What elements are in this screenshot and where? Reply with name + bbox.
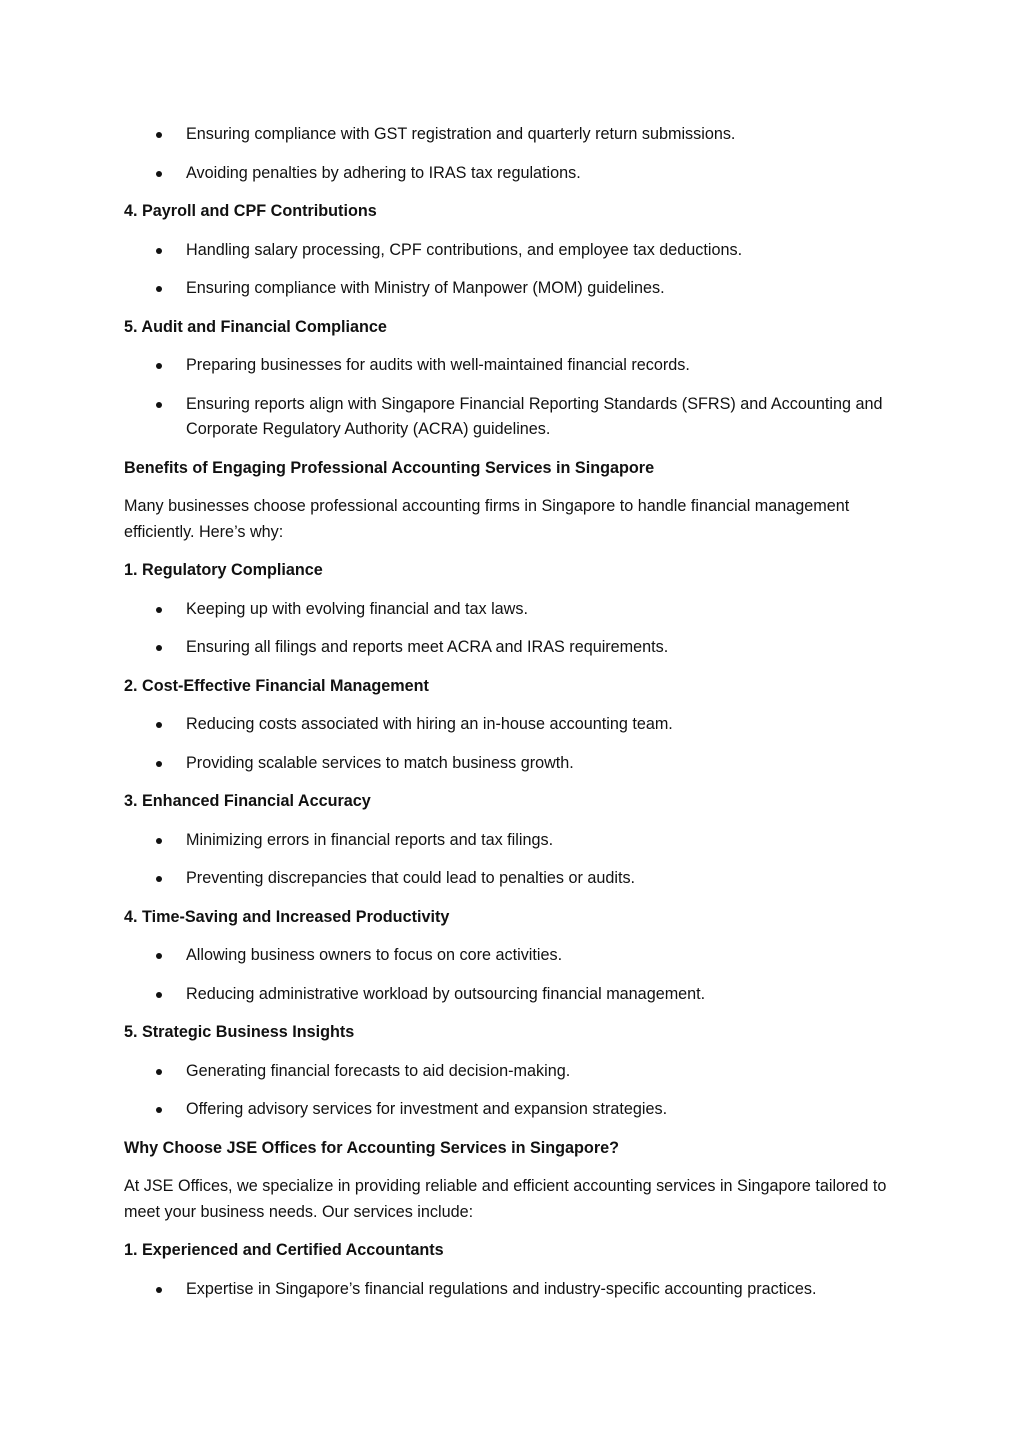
bullet-list	[124, 353, 914, 443]
bullet-icon	[156, 132, 162, 138]
section-heading: 1. Experienced and Certified Accountants	[124, 1241, 444, 1259]
list-item	[124, 1059, 914, 1085]
list-item-text: Allowing business owners to focus on core activities.	[186, 946, 563, 964]
section-heading: 5. Strategic Business Insights	[124, 1023, 355, 1041]
bullet-list	[124, 597, 914, 661]
list-item-text: Keeping up with evolving financial and tax laws.	[186, 599, 528, 618]
bullet-icon	[156, 607, 162, 613]
bullet-icon	[156, 953, 162, 959]
bullet-list	[124, 1277, 914, 1303]
list-item-text: Reducing costs associated with hiring an in-house accounting team.	[186, 715, 673, 733]
list-item	[124, 635, 914, 661]
section-heading: 4. Payroll and CPF Contributions	[124, 202, 377, 220]
paragraph: At JSE Offices, we specialize in providing reliable and efficient accounting services in Singapore tailored to meet your business needs. Our services include:	[124, 1177, 887, 1221]
list-item	[124, 392, 914, 443]
list-item	[124, 238, 914, 264]
paragraph: Many businesses choose professional accounting firms in Singapore to handle financial management efficiently. Here’s why:	[124, 497, 850, 541]
list-item-text: Offering advisory services for investment and expansion strategies.	[186, 1100, 668, 1118]
bullet-icon	[156, 1069, 162, 1075]
section-heading: Why Choose JSE Offices for Accounting Services in Singapore?	[124, 1138, 620, 1157]
bullet-icon	[156, 248, 162, 254]
list-item	[124, 276, 914, 302]
bullet-icon	[156, 992, 162, 998]
list-item-text: Generating financial forecasts to aid decision-making.	[186, 1061, 571, 1080]
bullet-icon	[156, 1287, 162, 1293]
bullet-icon	[156, 363, 162, 369]
bullet-list	[124, 238, 914, 302]
list-item	[124, 751, 914, 777]
list-item	[124, 943, 914, 969]
bullet-icon	[156, 645, 162, 651]
section-heading: 3. Enhanced Financial Accuracy	[124, 792, 371, 810]
list-item-text: Expertise in Singapore’s financial regulations and industry-specific accounting practices.	[186, 1279, 817, 1298]
list-item-text: Minimizing errors in financial reports and tax filings.	[186, 830, 554, 849]
list-item	[124, 597, 914, 623]
bullet-icon	[156, 876, 162, 882]
list-item-text: Preventing discrepancies that could lead to penalties or audits.	[186, 869, 636, 887]
list-item	[124, 353, 914, 379]
bullet-icon	[156, 171, 162, 177]
list-item	[124, 712, 914, 738]
list-item-text: Ensuring compliance with Ministry of Manpower (MOM) guidelines.	[186, 279, 665, 297]
list-item-text: Ensuring all filings and reports meet ACRA and IRAS requirements.	[186, 638, 669, 656]
list-item-text: Avoiding penalties by adhering to IRAS tax regulations.	[186, 163, 581, 182]
bullet-list	[124, 712, 914, 776]
bullet-icon	[156, 286, 162, 292]
document-body	[124, 122, 914, 1315]
list-item-text: Ensuring compliance with GST registration and quarterly return submissions.	[186, 125, 736, 143]
section-heading: Benefits of Engaging Professional Accounting Services in Singapore	[124, 458, 655, 477]
section-heading: 5. Audit and Financial Compliance	[124, 317, 387, 336]
list-item	[124, 122, 914, 148]
section-heading: 2. Cost-Effective Financial Management	[124, 676, 429, 695]
list-item	[124, 828, 914, 854]
bullet-icon	[156, 761, 162, 767]
list-item	[124, 982, 914, 1008]
list-item	[124, 1277, 914, 1303]
list-item	[124, 161, 914, 187]
section-heading: 1. Regulatory Compliance	[124, 561, 323, 579]
bullet-icon	[156, 402, 162, 408]
bullet-list	[124, 828, 914, 892]
list-item-text: Providing scalable services to match business growth.	[186, 753, 574, 772]
list-item	[124, 1097, 914, 1123]
list-item-text: Reducing administrative workload by outsourcing financial management.	[186, 984, 706, 1003]
bullet-icon	[156, 838, 162, 844]
bullet-list	[124, 1059, 914, 1123]
bullet-icon	[156, 722, 162, 728]
list-item	[124, 866, 914, 892]
bullet-list	[124, 943, 914, 1007]
section-heading: 4. Time-Saving and Increased Productivity	[124, 907, 450, 926]
bullet-icon	[156, 1107, 162, 1113]
list-item-text: Handling salary processing, CPF contributions, and employee tax deductions.	[186, 240, 743, 259]
list-item-text: Preparing businesses for audits with well-maintained financial records.	[186, 356, 690, 374]
bullet-list	[124, 122, 914, 186]
list-item-text: Ensuring reports align with Singapore Financial Reporting Standards (SFRS) and Accounting and Corporate Regulatory Authority (ACRA) guidelines.	[186, 394, 883, 438]
